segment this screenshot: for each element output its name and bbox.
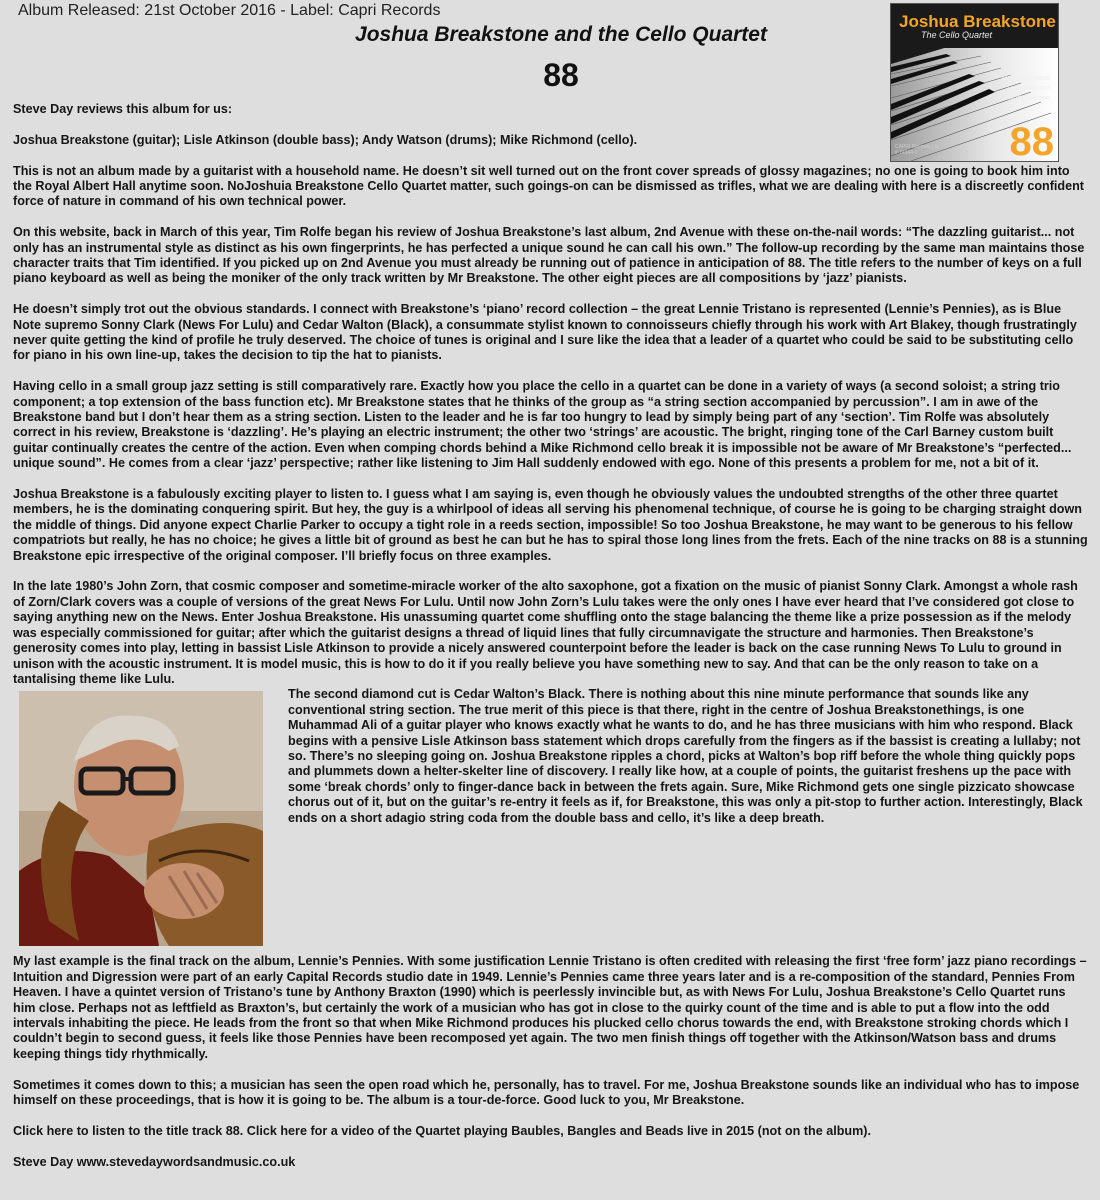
intro-line: Steve Day reviews this album for us: xyxy=(13,102,233,116)
album-title: 88 xyxy=(543,57,579,93)
paragraph: He doesn’t simply trot out the obvious standards. I connect with Breakstone’s ‘piano’ record collection – the great Lennie Tristano is represented (Lennie’s Pennies), as is Blue Note supremo Sonny Clark (News For Lulu) and Cedar Walton (Black), a consummate stylist known to connoisseurs chiefly through his work with Art Blakey, though frustratingly never quite getting the kind of profile he truly deserved. The choice of tunes is original and I sure like the idea that a leader of a quartet who could be said to be substituting cello for piano in his own line-up, takes the decision to tip the hat to pianists. xyxy=(13,302,1077,363)
release-info: Album Released: 21st October 2016 - Label: Capri Records xyxy=(18,2,441,19)
cover-name: Andy Watson xyxy=(1008,95,1050,102)
article-title: Joshua Breakstone and the Cello Quartet xyxy=(355,23,767,46)
paragraph: On this website, back in March of this year, Tim Rolfe began his review of Joshua Breakstone’s last album, 2nd Avenue with these on-the-nail words: “The dazzling guitarist... not only has an instrumental style as distinct as his own fingerprints, he has perfected a unique sound he can call his own.” The follow-up recording by the same man maintains those character traits that Tim identified. If you picked up on 2nd Avenue you must already be running out of patience in anticipation of 88. The title refers to the number of keys on a full piano keyboard as well as being the moniker of the only track written by Mr Breakstone. The other eight pieces are all compositions by ‘jazz’ pianists. xyxy=(13,225,1085,286)
paragraph: This is not an album made by a guitarist with a household name. He doesn’t sit well turned out on the front cover spreads of glossy magazines; no one is going to book him into the Royal Albert Hall anytime soon. NoJoshuia Breakstone Cello Quartet matter, such goings-on can be dismissed as trifles, what we are dealing with here is a discreetly confident force of nature in command of his own technical power. xyxy=(13,163,1084,209)
cover-label-line: CAPRI Records Ltd xyxy=(895,144,939,150)
paragraph: In the late 1980’s John Zorn, that cosmic composer and sometime-miracle worker of the alto saxophone, got a fixation on the music of pianist Sonny Clark. Amongst a whole rash of Zorn/Clark covers was a couple of versions of the great News For Lulu. Until now John Zorn’s Lulu takes were the only ones I have ever heard that I’ve considered got close to saying anything new on the News. Enter Joshua Breakstone. His unassuming quartet come shuffling onto the stage balancing the theme like a prize possession as if the melody was especially commissioned for guitar; after which the guitarist designs a thread of liquid lines that fully circumnavigate the structure and harmonies. Then Breakstone’s generosity comes into play, letting in bassist Lisle Atkinson to provide a nicely answered counterpoint before the leader is back on the case running News To Lulu to ground in unison with the acoustic instrument. It is model music, this is how to do it if you really believe you have something new to say. And that can be the only reason to take on a tantalising theme like Lulu. xyxy=(13,579,1078,686)
cover-names xyxy=(1002,74,1050,104)
cover-number: 88 xyxy=(1009,120,1054,162)
paragraph: The second diamond cut is Cedar Walton’s Black. There is nothing about this nine minute performance that sounds like any conventional string section. The true merit of this piece is that there, right in the centre of Joshua Breakstonethings, is one Muhammad Ali of a guitar player who knows exactly what he wants to do, and he has three musicians with him who respond. Black begins with a pensive Lisle Atkinson bass statement which drops carefully from the fingers as if the bassist is creating a lullaby; not so. There’s no sleeping going on. Joshua Breakstone ripples a chord, picks at Walton’s bop riff before the whole thing quickly pops and plummets down a helter-skelter line of discovery. I really like how, at a couple of points, the guitarist freshens up the pace with some ‘break chords’ only to finger-dance back in between the frets again. Sure, Mike Richmond gets one single pizzicato showcase chorus out of it, but on the guitar’s re-entry it feels as if, for Breakstone, this was only a pit-stop to further action. Interestingly, Black ends on a short adagio string coda from the double bass and cello, it’s like a deep breath. xyxy=(288,687,1083,825)
guitarist-photo xyxy=(19,691,263,946)
cover-subtitle: The Cello Quartet xyxy=(921,30,993,40)
review-body xyxy=(13,102,1088,1185)
paragraph: Sometimes it comes down to this; a musician has seen the open road which he, personally, has to travel. For me, Joshua Breakstone sounds like an individual who has to impose himself on these proceedings, that is how it is going to be. The album is a tour-de-force. Good luck to you, Mr Breakstone. xyxy=(13,1077,1080,1107)
lineup-line: Joshua Breakstone (guitar); Lisle Atkinson (double bass); Andy Watson (drums); Mike Richmond (cello). xyxy=(13,132,638,147)
paragraph: My last example is the final track on the album, Lennie’s Pennies. With some justification Lennie Tristano is often credited with releasing the first ‘free form’ jazz piano recordings – Intuition and Digression were part of an early Capital Records studio date in 1949. Lennie’s Pennies came three years later and is a re-composition of the standard, Pennies From Heaven. I have a quintet version of Tristano’s tune by Anthony Braxton (1990) which is peerlessly invincible but, as with News For Lulu, Joshua Breakstone’s Cello Quartet runs him close. Perhaps not as leftfield as Braxton’s, but certainly the work of a musician who has got in close to the quirky count of the time and is able to put a flow into the odd intervals inhabiting the piece. He leads from the front so that when Mike Richmond produces his plucked cello chorus towards the end, with Breakstone stroking chords which I couldn’t begin to second guess, it feels like those Pennies have been recomposed yet again. The two men finish things off together with the Atkinson/Watson bass and drums keeping things tidy rhythmically. xyxy=(13,954,1087,1061)
cover-artist: Joshua Breakstone xyxy=(899,12,1056,31)
cover-name: Lisle Atkinson xyxy=(1007,85,1050,92)
signature: Steve Day www.stevedaywordsandmusic.co.uk xyxy=(13,1154,296,1169)
paragraph: Joshua Breakstone is a fabulously exciting player to listen to. I guess what I am saying is, even though he obviously values the undoubted strengths of the other three quartet members, he is the dominating conquering spirit. But hey, the guy is a whirlpool of ideas all serving his phenomenal technique, of course he is going to be charging straight down the middle of things. Did anyone expect Charlie Parker to occupy a tight role in a reeds section, impossible! So too Joshua Breakstone, he may want to be generous to his fellow compatriots but really, he has no choice; he gives a little bit of ground as best he can but he has to spiral those long lines from the frets. Each of the nine tracks on 88 is a stunning Breakstone epic irrespective of the original composer. I’ll briefly focus on three examples. xyxy=(13,487,1088,563)
listen-links[interactable]: Click here to listen to the title track 88. Click here for a video of the Quartet playing Baubles, Bangles and Beads live in 2015 (not on the album). xyxy=(13,1123,871,1138)
paragraph: Having cello in a small group jazz setting is still comparatively rare. Exactly how you place the cello in a quartet can be done in a variety of ways (a second soloist; a string trio component; a top extension of the bass function etc). Mr Breakstone states that he thinks of the group as “a string section accompanied by percussion”. I am in awe of the Breakstone band but I don’t hear them as a string section. Listen to the leader and he is far too hungry to lead by simply being part of any ‘section’. Tim Rolfe was absolutely correct in his review, Breakstone is ‘dazzling’. He’s playing an electric instrument; the other two ‘strings’ are acoustic. The bright, ringing tone of the Carl Barney custom built guitar continually creates the centre of the action. Even when comping chords behind a Mike Richmond cello break it is impossible not be aware of Mr Breakstone’s “perfected... unique sound”. He comes from a clear ‘jazz’ perspective; rather like listening to Jim Hall suddenly endowed with ego. None of this presents a problem for me, not a bit of it. xyxy=(13,379,1072,471)
cover-label-line: # 74144-2 xyxy=(895,150,918,156)
cover-name: Mike Richmond xyxy=(1001,75,1050,82)
